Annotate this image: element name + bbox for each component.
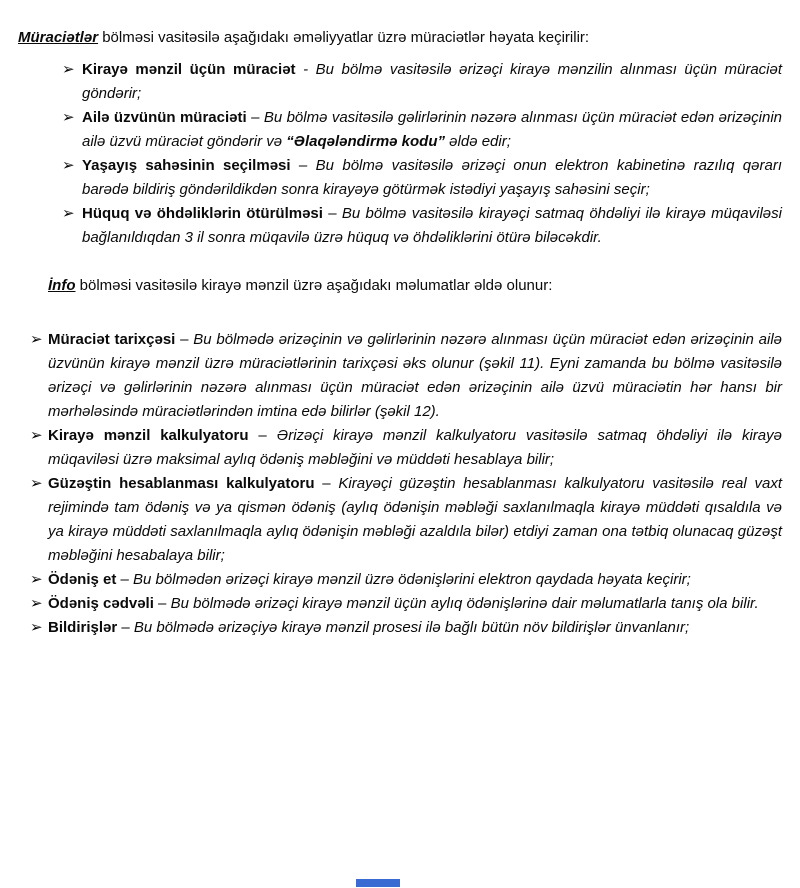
- arrow-bullet-icon: ➢: [62, 61, 75, 78]
- arrow-bullet-icon: ➢: [62, 157, 75, 174]
- list-item: [18, 202, 782, 250]
- item-separator: –: [117, 619, 134, 636]
- arrow-bullet-icon: ➢: [30, 331, 43, 348]
- arrow-bullet-icon: ➢: [30, 475, 43, 492]
- item-term-label: Kirayə mənzil üçün müraciət: [82, 61, 296, 78]
- item-description: Bu bölmə vasitəsilə ərizəçi onun elektron kabinetinə razılıq qərarı barədə bildiriş göndərildikdən sonra kirayəyə götürmək istədiyi yaşayış sahəsini seçir;: [82, 157, 782, 198]
- list-item: [18, 58, 782, 106]
- item-term-label: Müraciət tarixçəsi: [48, 331, 176, 348]
- item-term-label: Yaşayış sahəsinin seçilməsi: [82, 157, 291, 174]
- list-item: [18, 568, 782, 592]
- list-item: [18, 592, 782, 616]
- item-term-label: Ödəniş cədvəli: [48, 595, 154, 612]
- heading-lead-underlined: Müraciətlər: [18, 29, 99, 46]
- item-term-label: Kirayə mənzil kalkulyatoru: [48, 427, 249, 444]
- item-term-label: Hüquq və öhdəliklərin ötürülməsi: [82, 205, 323, 222]
- item-description: Bu bölmədən ərizəçi kirayə mənzil üzrə ödənişlərini elektron qaydada həyata keçirir;: [133, 571, 691, 588]
- item-separator: –: [314, 475, 339, 492]
- list-item: [18, 616, 782, 640]
- item-description: Bu bölmədə ərizəçiyə kirayə mənzil prosesi ilə bağlı bütün növ bildirişlər ünvanlanır;: [133, 619, 690, 636]
- item-separator: –: [246, 109, 264, 126]
- item-description: Kirayəçi güzəştin hesablanması kalkulyatoru vasitəsilə real vaxt rejimində tam ödəniş və ya qismən ödəniş (aylıq ödənişin məbləği saxlanılmaqla kirayə müddəti qısaldıla və ya kirayə müddəti saxlanılmaqla aylıq ödənişin məbləği azaldıla bilər) etdiyi zaman ona tətbiq olunacaq güzəşt məbləğini hesabalaya bilir;: [48, 475, 782, 564]
- section-heading-muracietler: [18, 26, 782, 50]
- item-separator: -: [295, 61, 316, 78]
- arrow-bullet-icon: ➢: [30, 619, 43, 636]
- item-description: Ərizəçi kirayə mənzil kalkulyatoru vasitəsilə satmaq öhdəliyi ilə kirayə müqaviləsi üzrə maksimal aylıq ödəniş məbləğini və müddəti hesablaya bilir;: [48, 427, 782, 468]
- item-term-label: Bildirişlər: [48, 619, 118, 636]
- arrow-bullet-icon: ➢: [62, 109, 75, 126]
- heading-rest: bölməsi vasitəsilə kirayə mənzil üzrə aşağıdakı məlumatlar əldə olunur:: [75, 277, 553, 294]
- item-separator: –: [153, 595, 171, 612]
- list-item: [18, 424, 782, 472]
- item-separator: –: [322, 205, 342, 222]
- list-item: [18, 106, 782, 154]
- item-separator: –: [290, 157, 316, 174]
- heading-rest: bölməsi vasitəsilə aşağıdakı əməliyyatlar üzrə müraciətlər həyata keçirilir:: [98, 29, 590, 46]
- item-description: Bu bölmədə ərizəçinin və gəlirlərinin nəzərə alınması üçün müraciət edən ərizəçinin ailə üzvünün kirayə mənzil üzrə müraciətlərinin tarixçəsi əks olunur (şəkil 11). Eyni zamanda bu bölmə vasitəsilə ərizəçi və gəlirlərinin nəzərə alınması üçün müraciət edən ərizəçinin ailə üzvü müraciətin hər hansı bir mərhələsində müraciətlərindən imtina edə bilirlər (şəkil 12).: [48, 331, 782, 420]
- item-description: Bu bölmə vasitəsilə ərizəçi kirayə mənzilin alınması üçün müraciət göndərir;: [82, 61, 783, 102]
- item-term-label: Ödəniş et: [48, 571, 117, 588]
- list-item: [18, 328, 782, 424]
- bottom-blue-fragment: [356, 879, 400, 887]
- item-separator: –: [175, 331, 194, 348]
- item-description: Bu bölmə vasitəsilə kirayəçi satmaq öhdəliyi ilə kirayə müqaviləsi bağlanıldıqdan 3 il sonra müqavilə üzrə hüquq və öhdəliklərini ötürə biləcəkdir.: [82, 205, 782, 246]
- list-item: [18, 472, 782, 568]
- item-separator: –: [116, 571, 134, 588]
- arrow-bullet-icon: ➢: [30, 595, 43, 612]
- section-heading-info: [48, 274, 782, 298]
- info-list: [18, 328, 782, 640]
- item-term-label: Ailə üzvünün müraciəti: [82, 109, 247, 126]
- item-description: Bu bölmə vasitəsilə gəlirlərinin nəzərə alınması üçün müraciət edən ərizəçinin ailə üzvü müraciət göndərir və “Əlaqələndirmə kodu” əldə edir;: [82, 109, 783, 150]
- arrow-bullet-icon: ➢: [30, 427, 43, 444]
- item-separator: –: [248, 427, 277, 444]
- arrow-bullet-icon: ➢: [30, 571, 43, 588]
- arrow-bullet-icon: ➢: [62, 205, 75, 222]
- heading-lead-underlined: İnfo: [48, 277, 76, 294]
- item-term-label: Güzəştin hesablanması kalkulyatoru: [48, 475, 315, 492]
- list-item: [18, 154, 782, 202]
- applications-list: [18, 58, 782, 250]
- item-description: Bu bölmədə ərizəçi kirayə mənzil üçün aylıq ödənişlərinə dair məlumatlarla tanış ola bilir.: [170, 595, 759, 612]
